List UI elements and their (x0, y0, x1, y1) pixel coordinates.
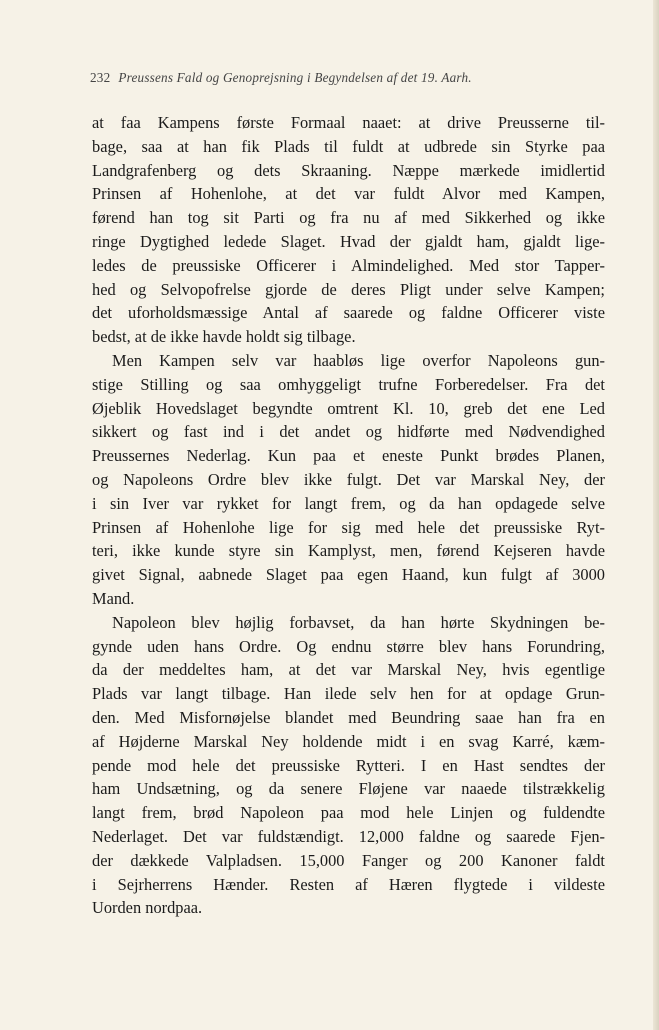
text-line: ringe Dygtighed ledede Slaget. Hvad der gjaldt ham, gjaldt lige- (92, 231, 605, 251)
text-line: Uorden nordpaa. (92, 898, 203, 918)
text-line: bedst, at de ikke havde holdt sig tilbage. (92, 327, 356, 347)
text-line: i sin Iver var rykket for langt frem, og da han opdagede selve (92, 493, 605, 513)
page-edge (653, 0, 659, 1030)
text-line: Napoleon blev højlig forbavset, da han hørte Skydningen be- (112, 612, 605, 632)
text-line: hed og Selvopofrelse gjorde de deres Pligt under selve Kampen; (92, 279, 605, 299)
text-line: Preussernes Nederlag. Kun paa et eneste Punkt brødes Planen, (92, 446, 605, 466)
text-line: teri, ikke kunde styre sin Kamplyst, men, førend Kejseren havde (92, 541, 605, 561)
text-line: det uforholdsmæssige Antal af saarede og faldne Officerer viste (92, 303, 605, 323)
text-line: stige Stilling og saa omhyggeligt trufne Forberedelser. Fra det (92, 374, 605, 394)
text-line: Prinsen af Hohenlohe lige for sig med hele det preussiske Ryt- (92, 517, 605, 537)
text-line: Nederlaget. Det var fuldstændigt. 12,000 faldne og saarede Fjen- (92, 826, 605, 846)
text-line: givet Signal, aabnede Slaget paa egen Haand, kun fulgt af 3000 (92, 565, 605, 585)
text-line: da der meddeltes ham, at det var Marskal Ney, hvis egentlige (92, 660, 605, 680)
text-line: at faa Kampens første Formaal naaet: at drive Preusserne til- (92, 113, 605, 132)
text-line: Øjeblik Hovedslaget begyndte omtrent Kl. 10, greb det ene Led (92, 398, 605, 418)
text-line: Landgrafenberg og dets Skraaning. Næppe mærkede imidlertid (92, 160, 605, 180)
text-line: og Napoleons Ordre blev ikke fulgt. Det var Marskal Ney, der (92, 469, 605, 489)
text-line: pende mod hele det preussiske Rytteri. I en Hast sendtes der (92, 755, 605, 775)
text-line: ledes de preussiske Officerer i Almindelighed. Med stor Tapper- (92, 255, 605, 275)
text-line: førend han tog sit Parti og fra nu af med Sikkerhed og ikke (92, 208, 605, 228)
text-line: gynde uden hans Ordre. Og endnu større blev hans Forundring, (92, 636, 605, 656)
text-line: af Højderne Marskal Ney holdende midt i en svag Karré, kæm- (92, 731, 605, 751)
text-line: Prinsen af Hohenlohe, at det var fuldt Alvor med Kampen, (92, 184, 605, 204)
text-line: bage, saa at han fik Plads til fuldt at udbrede sin Styrke paa (92, 136, 605, 156)
text-line: Men Kampen selv var haabløs lige overfor Napoleons gun- (112, 350, 605, 370)
text-line: langt frem, brød Napoleon paa mod hele Linjen og fuldendte (92, 803, 605, 823)
text-line: i Sejrherrens Hænder. Resten af Hæren flygtede i vildeste (92, 874, 605, 894)
page-number: 232 (90, 70, 111, 85)
text-line: ham Undsætning, og da senere Fløjene var naaede tilstrækkelig (92, 779, 605, 799)
body-text (92, 111, 605, 920)
text-line: den. Med Misfornøjelse blandet med Beundring saae han fra en (92, 707, 605, 727)
text-line: sikkert og fast ind i det andet og hidførte med Nødvendighed (92, 422, 605, 442)
text-line: Plads var langt tilbage. Han ilede selv hen for at opdage Grun- (92, 684, 605, 704)
running-header (90, 70, 610, 86)
text-line: der dækkede Valpladsen. 15,000 Fanger og 200 Kanoner faldt (92, 850, 605, 870)
running-title: Preussens Fald og Genoprejsning i Begyndelsen af det 19. Aarh. (118, 70, 472, 85)
text-line: Mand. (92, 588, 135, 608)
